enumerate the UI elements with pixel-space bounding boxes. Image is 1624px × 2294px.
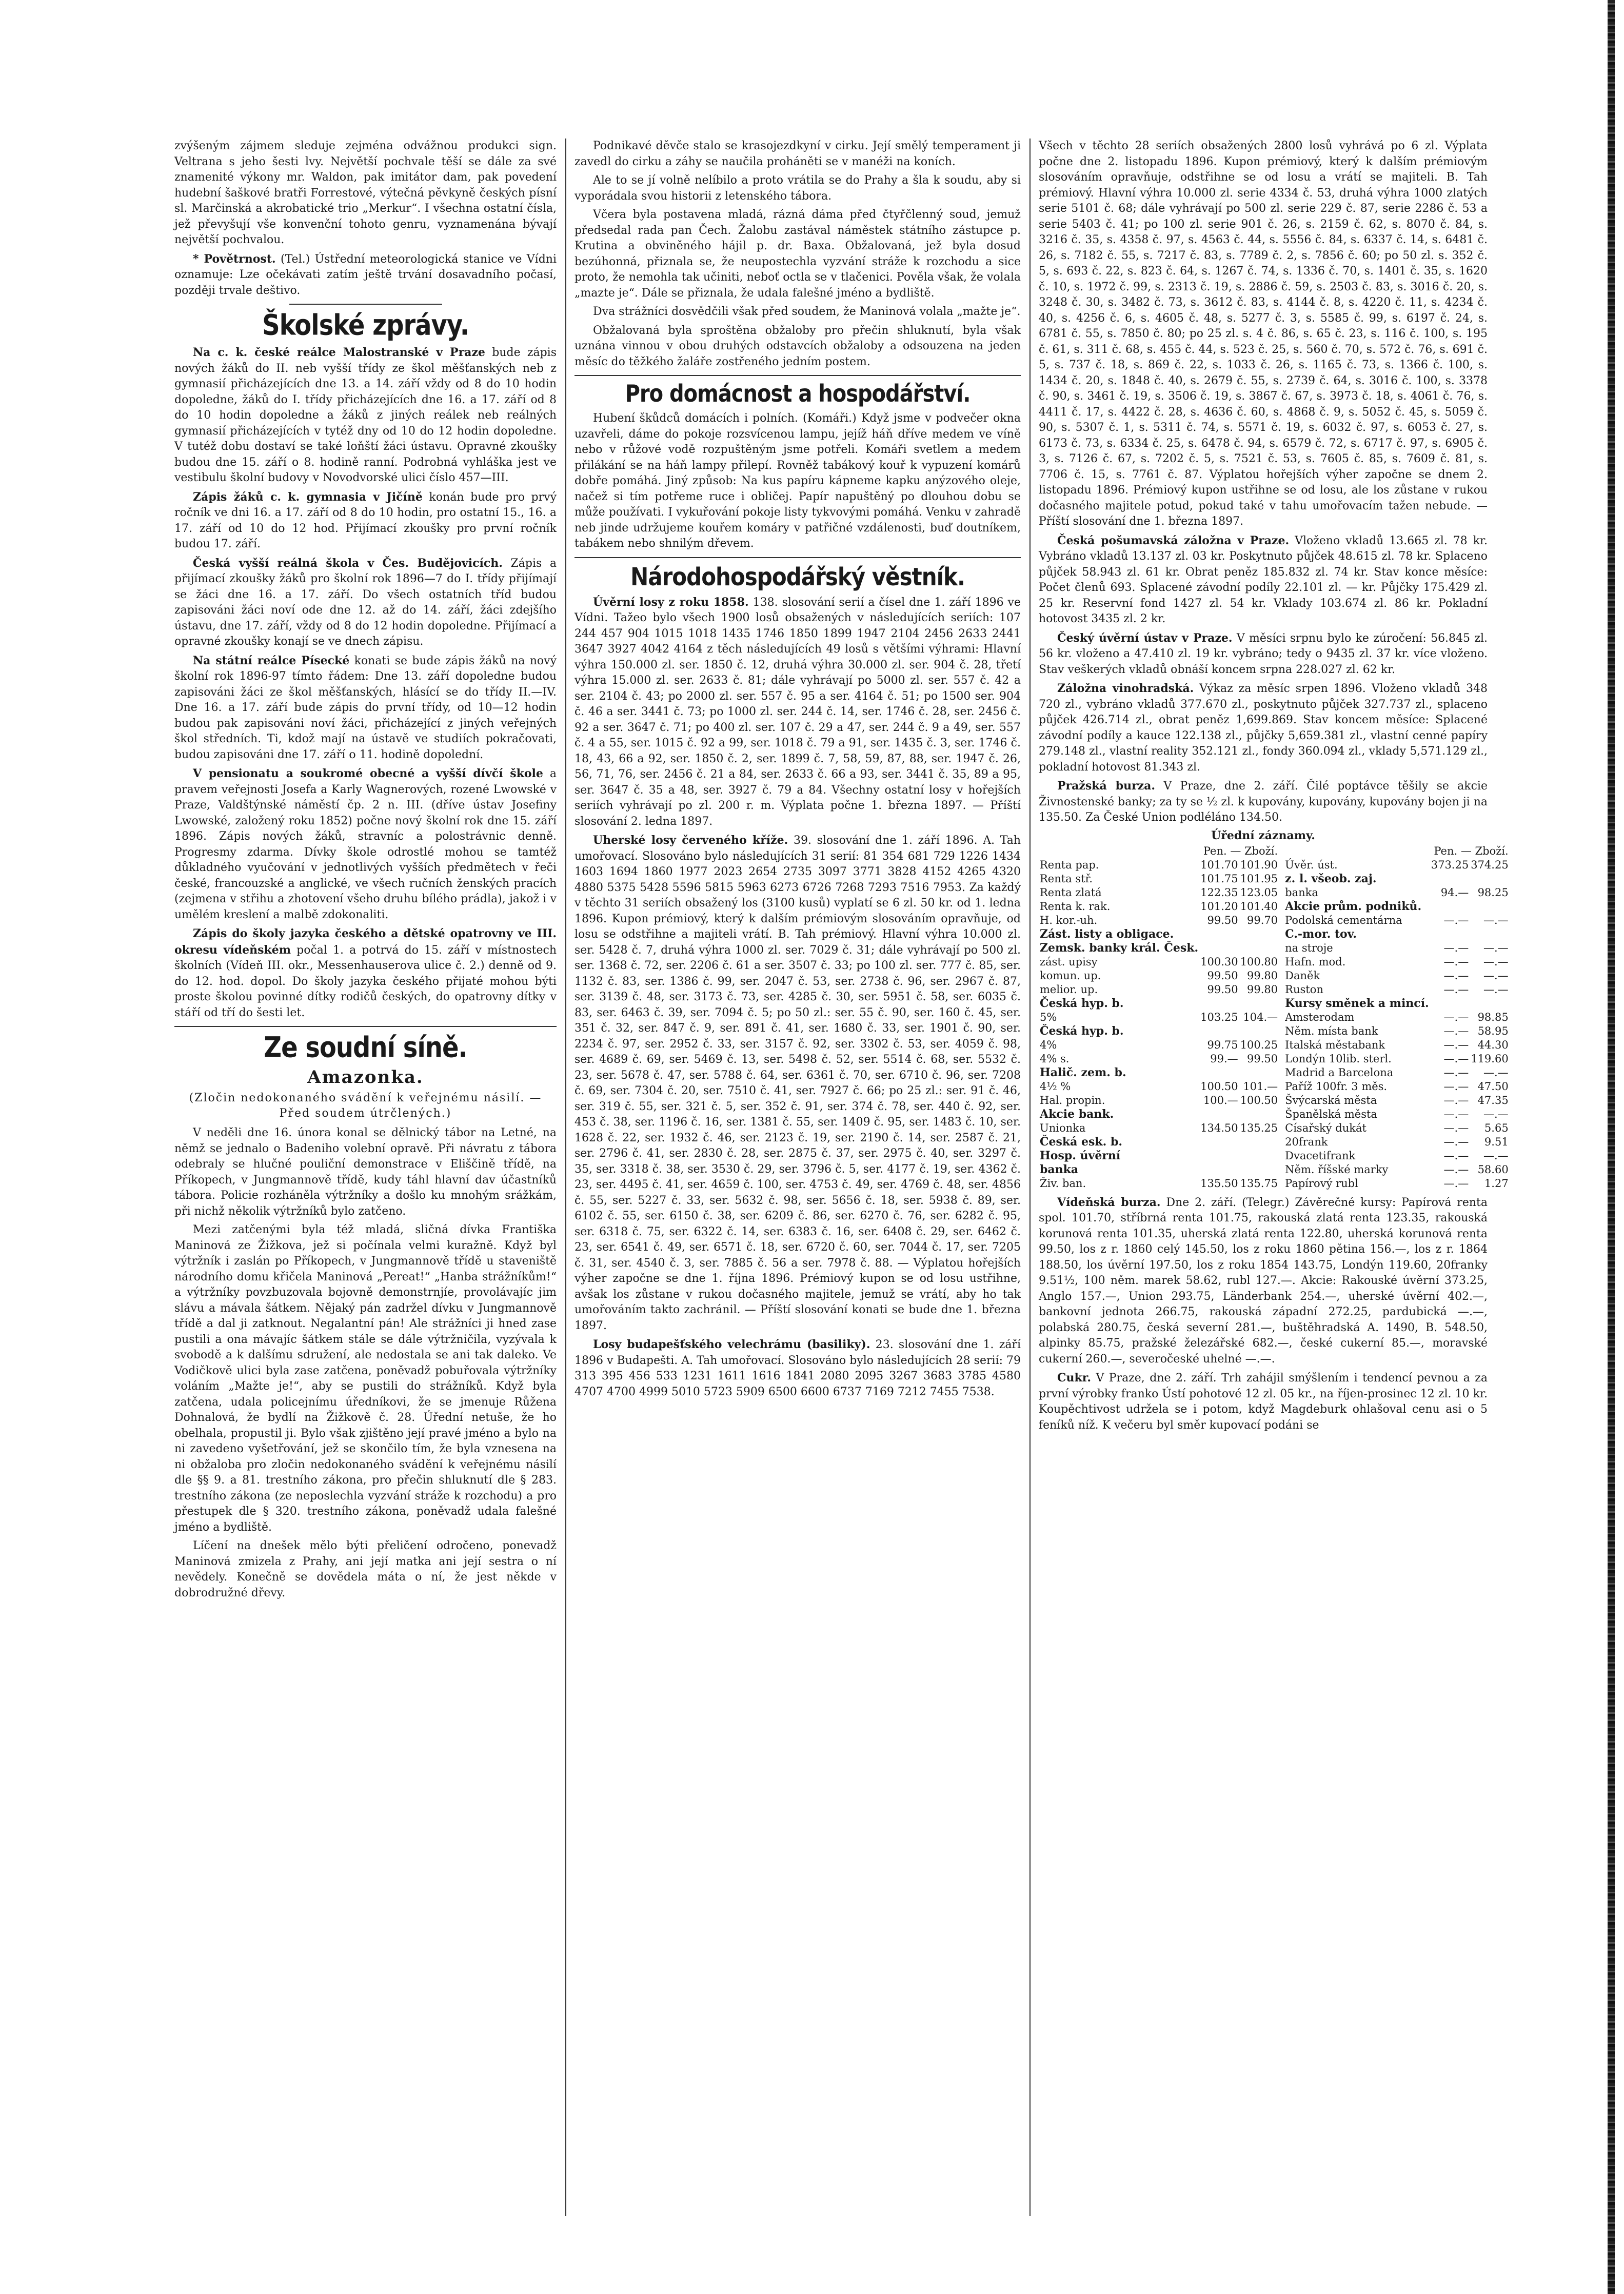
row-value: [1199, 1108, 1239, 1121]
table-row: [1039, 914, 1279, 927]
column-1: [174, 139, 557, 2216]
table-row: [1039, 955, 1279, 969]
row-label: C.-mor. tov.: [1285, 927, 1357, 941]
table-row: [1284, 1177, 1510, 1191]
body: 138. slosování serií a čísel dne 1. září 1896 ve Vídni. Tažeo bylo všech 1900 losů obsažených v následujících seriích: 107 244 457 904 1015 1018 1435 1746 1850 1899 1947 2104 2456 2633 2441 3647 3927 4042 4164 z těch následujících 49 losů s většími výhrami: Hlavní výhra 150.000 zl. ser. 1850 č. 12, druhá výhra 30.000 zl. ser. 904 č. 28, třetí výhra 15.000 zl. ser. 2633 č. 81; dále vyhrávají po 5000 zl. ser. 557 č. 42 a ser. 2104 č. 43; po 2000 zl. ser. 557 č. 95 a ser. 4164 č. 51; po 1500 ser. 904 č. 46 a ser. 3441 č. 73; po 1000 zl. ser. 244 č. 14, ser. 1746 č. 28, ser. 2456 č. 92 a ser. 3647 č. 71; po 400 zl. ser. 107 č. 29 a 47, ser. 244 č. 9 a 49, ser. 557 č. 4 a 55, ser. 1015 č. 92 a 99, ser. 1018 č. 79 a 91, ser. 1435 č. 3, ser. 1746 č. 18, 43, 66 a 92, ser. 1850 č. 2, ser. 1899 č. 7, 58, 59, 87, 88, ser. 1947 č. 26, 56, 71, 76, ser. 2456 č. 21 a 84, ser. 2633 č. 66 a 93, ser. 3441 č. 35, 89 a 95, ser. 3647 č. 35 a 48, ser. 3927 č. 79 a 84. Všechny ostatní losy v hořejších seriích vyhrávají po zl. 200 r. m. Výplata počne 1. března 1897. — Příští slosování 2. ledna 1897.: [575, 596, 1021, 828]
row-value: —.—: [1483, 1066, 1509, 1079]
row-value: 1.27: [1484, 1177, 1509, 1190]
row-value: —.—: [1443, 1094, 1469, 1106]
table-row: [1039, 997, 1279, 1011]
lead: Záložna vinohradská.: [1057, 682, 1194, 695]
paragraph: [1039, 1370, 1488, 1433]
row-label: Renta stř.: [1040, 872, 1093, 885]
table-row: [1284, 886, 1510, 900]
row-value: [1470, 927, 1509, 941]
paragraph: Podnikavé děvče stalo se krasojezdkyní v cirku. Její smělý temperament ji zavedl do cirku a záhy se naučila proháněti se v manéži na koních.: [575, 140, 1021, 168]
row-value: 94.—: [1440, 886, 1469, 899]
row-label: Španělská města: [1285, 1108, 1377, 1120]
lead: Na státní reálce Písecké: [193, 654, 350, 667]
row-label: Londýn 10lib. sterl.: [1285, 1052, 1392, 1065]
paragraph: [174, 556, 557, 650]
row-value: [1430, 997, 1470, 1011]
row-value: —.—: [1483, 1108, 1509, 1120]
paragraph: Hubení škůdců domácích i polních. (Komáři.) Když jsme v podvečer okna uzavřeli, dáme do pokoje rozsvícenou lampu, jejíž háň dříve medem ve víně nebo v růžové vodě rozpuštěným jsme potřeli. Komáři svetlem a medem přilákání se na háň lampy přilepí. Rovněž tabákový kouř k vypuzení komárů dobře pomáhá. Jiný způsob: Na kus papíru kápneme kapku anýzového oleje, načež si tím potřeme ruce i obličej. Papír napuštěný po dlouhou dobu se může používati. I vykuřování pokoje listy tykvovými pomáhá. Venku v zahradě neb jinde udržujeme kouřem komáry v patřičné vzdálenosti, buď doutníkem, tabákem nebo shnilým dřevem.: [575, 412, 1021, 550]
divider: [289, 304, 442, 305]
row-value: —.—: [1483, 983, 1509, 996]
row-value: [1239, 941, 1279, 955]
body: konán bude pro prvý ročník ve dni 16. a 17. září od 8 do 10 hodin, pro ostatní 15., 16. a 17. září od 10 do 12 hod. Přijímací zkoušky pro první ročník budou 17. září.: [174, 490, 557, 550]
lead: Cukr.: [1057, 1371, 1091, 1385]
table-row: [1284, 1108, 1510, 1121]
row-label: Císařský dukát: [1285, 1121, 1366, 1134]
row-value: 103.25: [1200, 1011, 1238, 1023]
row-value: 101.90: [1240, 858, 1278, 871]
row-value: 374.25: [1471, 858, 1509, 871]
body: a pravem veřejnosti Josefa a Karly Wagnerových, rozené Lwowské v Praze, Valdštýnské náměstí čp. 2 n. III. (dříve ústav Josefiny Lwowské, založený roku 1852) počne nový školní rok dne 15. září 1896. Zápis nových žáků, stravníc a polostrávnic denně. Progresmy zdarma. Dívky škole odrostlé mohou se tamtéž důkladného vyučování v jednotlivých vyšších předmětech v řeči české, francouzské a anglické, ve všech ručních ženských pracích (zejmena v střihu a zhotovení všeho druhu bílého prádla), jakož i v umělém kreslení a malbě zdokonaliti.: [174, 767, 557, 921]
column-rule: [565, 139, 566, 2216]
table-row: [1039, 872, 1279, 886]
paragraph: Líčení na dnešek mělo býti přeličení odročeno, ponevadž Maninová zmizela z Prahy, ani její matka ani její sestra o ní nevědely. Konečně se dovědela máta o ní, že jest někde v dobrodružné dřevy.: [174, 1539, 557, 1599]
table-header: Pen. — Zboží.: [1434, 844, 1509, 857]
row-value: 47.35: [1477, 1094, 1509, 1106]
lead: Na c. k. české reálce Malostranské v Praze: [193, 346, 485, 359]
table-row: [1039, 927, 1279, 941]
row-value: 135.50: [1200, 1177, 1238, 1190]
row-value: —.—: [1443, 1108, 1469, 1120]
paragraph: [1039, 681, 1488, 775]
row-value: 100.—: [1203, 1094, 1238, 1106]
paragraph: Dva strážníci dosvědčili však před soudem, že Maninová volala „mažte je“.: [593, 305, 1021, 318]
row-value: 99.80: [1247, 969, 1278, 982]
row-value: [1239, 1108, 1279, 1121]
paragraph: Ale to se jí volně nelíbilo a proto vrátila se do Prahy a šla k soudu, aby si vyporádala svou historii z letenského tábora.: [575, 174, 1021, 203]
section-heading: Školské zprávy.: [262, 308, 469, 342]
row-value: 58.60: [1477, 1163, 1509, 1176]
paragraph: [575, 595, 1021, 830]
column-2: [575, 139, 1021, 2216]
row-label: 4% s.: [1040, 1052, 1070, 1065]
body: V měsíci srpnu bylo ke zúročení: 56.845 zl. 56 kr. vloženo a 47.410 zl. 19 kr. vybráno; tedy o 9435 zl. 37 kr. více vloženo. Stav veškerých vkladů obnáší koncem srpna 228.027 zl. 62 kr.: [1039, 631, 1488, 676]
row-label: Něm. místa bank: [1285, 1024, 1378, 1037]
row-label: Zemsk. banky král. Česk.: [1040, 941, 1199, 955]
divider: [575, 375, 1021, 376]
row-value: [1239, 997, 1279, 1011]
row-value: 98.25: [1477, 886, 1509, 899]
table-row: [1284, 1066, 1510, 1080]
section-heading: Pro domácnost a hospodářství.: [625, 380, 971, 408]
row-label: Akcie prům. podniků.: [1285, 899, 1422, 913]
row-value: 134.50: [1200, 1121, 1238, 1134]
row-label: banka: [1285, 886, 1318, 899]
paragraph: Včera byla postavena mladá, rázná dáma před čtyřčlenný soud, jemuž předsedal rada pan Čech. Žalobu zastával náměstek státního zástupce p. Krutina a obviněného hájil p. dr. Baxa. Obžalovaná, jež byla dosud bezúhonná, přiznala se, že neupostechla vyzvání stráže k rozchodu a sice proto, že nemohla tak učiniti, neboť octla se v tlačenici. Pověla však, že volala „mazte je“. Dále se přiznala, že udala falešné jméno a bydliště.: [575, 208, 1021, 300]
body: 39. slosování dne 1. září 1896. A. Tah umořovací. Slosováno bylo následujících 31 serií: 81 354 681 729 1226 1434 1603 1694 1860 1977 2023 2654 2735 3097 3771 3828 4152 4265 4320 4880 5375 5428 5596 5815 5963 6273 6726 7268 7293 7516 7953. Za každý v těchto 31 seriích obsažený los (3100 kusů) vyplatí se 6 zl. 50 kr. od 1. ledna 1896. Kupon prémiový, který k dalším prémiovým slosováním opravňuje, od losu se odstřihne a majiteli vrátí. B. Tah prémiový. Hlavní výhra 10.000 zl. ser. 5428 č. 7, druhá výhra 1000 zl. ser. 7029 č. 31; dále vyhrávají po 500 zl. ser. 1368 č. 72, ser. 2206 č. 61 a ser. 3507 č. 33; po 100 zl. ser. 777 č. 85, ser. 1132 č. 83, ser. 1386 č. 99, ser. 2047 č. 53, ser. 2738 č. 96, ser. 2967 č. 87, ser. 3139 č. 48, ser. 3173 č. 73, ser. 4285 č. 30, ser. 5951 č. 58, ser. 6035 č. 83, ser. 6463 č. 39, ser. 7094 č. 5; po 50 zl.: ser. 55 č. 90, ser. 160 č. 45, ser. 351 č. 32, ser. 847 č. 9, ser. 891 č. 41, ser. 1680 č. 33, ser. 1901 č. 90, ser. 2234 č. 97, ser. 2952 č. 33, ser. 3157 č. 92, ser. 3302 č. 53, ser. 4059 č. 98, ser. 4689 č. 69, ser. 5469 č. 13, ser. 5498 č. 52, ser. 5514 č. 68, ser. 5532 č. 23, ser. 5678 č. 47, ser. 5788 č. 64, ser. 6361 č. 70, ser. 6710 č. 96, ser. 7208 č. 69, ser. 7304 č. 20, ser. 7510 č. 41, ser. 7927 č. 66; po 25 zl.: ser. 91 č. 46, ser. 319 č. 55, ser. 321 č. 5, ser. 352 č. 91, ser. 374 č. 78, ser. 440 č. 92, ser. 453 č. 38, ser. 1196 č. 16, ser. 1381 č. 55, ser. 1409 č. 95, ser. 1483 č. 10, ser. 1628 č. 22, ser. 1932 č. 46, ser. 2123 č. 19, ser. 2190 č. 14, ser. 2587 č. 21, ser. 2796 č. 41, ser. 2830 č. 28, ser. 2875 č. 37, ser. 2975 č. 40, ser. 3297 č. 35, ser. 3318 č. 38, ser. 3530 č. 29, ser. 3796 č. 5, ser. 4177 č. 19, ser. 4362 č. 23, ser. 4495 č. 41, ser. 4659 č. 100, ser. 4753 č. 49, ser. 4769 č. 48, ser. 4856 č. 55, ser. 5227 č. 33, ser. 5632 č. 98, ser. 5656 č. 18, ser. 5938 č. 89, ser. 6102 č. 55, ser. 6150 č. 38, ser. 6209 č. 86, ser. 6270 č. 76, ser. 6282 č. 95, ser. 6318 č. 75, ser. 6322 č. 14, ser. 6383 č. 16, ser. 6408 č. 29, ser. 6462 č. 23, ser. 6541 č. 49, ser. 6571 č. 18, ser. 6720 č. 60, ser. 7044 č. 17, ser. 7205 č. 31, ser. 4540 č. 3, ser. 7885 č. 56 a ser. 7978 č. 88. — Výplatou hořejších výher započne se dne 1. října 1896. Prémiový kupon se od losu ustřihne, avšak los zůstane v rukou dočasného majitele, jemuž se vrátí, aby ho tak umořováním takto zachránil. — Příští slosování konati se bude dne 1. března 1897.: [575, 834, 1021, 1332]
table-row: [1039, 1177, 1279, 1191]
paragraph: [1039, 1195, 1488, 1368]
row-value: [1199, 1024, 1239, 1038]
table-row: [1039, 983, 1279, 997]
row-value: [1430, 872, 1470, 886]
row-value: [1199, 941, 1239, 955]
row-label: Renta k. rak.: [1040, 900, 1111, 913]
row-label: Česká hyp. b.: [1040, 996, 1124, 1010]
row-label: Kursy směnek a mincí.: [1285, 996, 1429, 1010]
table-row: [1039, 941, 1279, 955]
row-value: —.—: [1443, 983, 1469, 996]
table-row: [1284, 1080, 1510, 1094]
body: Zápis a přijímací zkoušky žáků pro školní rok 1896—7 do I. třídy přijímají se žáci dne 16. a 17. září. Do všech ostatních tříd budou zapisováni žáci noví ode dne 12. až do 14. září, žáci zdejšího ústavu, dne 17. září, vždy od 8 do 12 hodin dopoledne. Přijímací a opravné zkoušky konají se ve dnech zápisu.: [174, 557, 557, 648]
table-row: [1284, 1135, 1510, 1149]
row-value: —.—: [1483, 1149, 1509, 1162]
row-value: —.—: [1443, 1066, 1469, 1079]
row-value: —.—: [1443, 1121, 1469, 1134]
row-label: Renta pap.: [1040, 858, 1099, 871]
row-value: 123.05: [1240, 886, 1278, 899]
row-label: zást. upisy: [1040, 955, 1098, 968]
row-label: na stroje: [1285, 941, 1333, 954]
row-value: 99.80: [1247, 983, 1278, 996]
row-label: Akcie bank.: [1040, 1107, 1114, 1121]
row-value: [1199, 1163, 1239, 1177]
table-row: [1039, 969, 1279, 983]
row-label: Dvacetifrank: [1285, 1149, 1356, 1162]
row-label: Něm. říšské marky: [1285, 1163, 1389, 1176]
paragraph: [1039, 533, 1488, 627]
row-value: —.—: [1443, 1038, 1469, 1051]
row-label: Zást. listy a obligace.: [1040, 927, 1174, 941]
row-label: H. kor.-uh.: [1040, 914, 1098, 926]
row-value: —.—: [1483, 955, 1509, 968]
table-row: [1284, 872, 1510, 886]
lead: * Povětrnost.: [193, 252, 276, 266]
row-value: —.—: [1443, 1024, 1469, 1037]
body: konati se bude zápis žáků na nový školní rok 1896-97 tímto řádem: Dne 13. září dopoledne budou zapisováni žáci ze škol měšťanských, hlásící se do třídy II.—IV. Dne 16. a 17. září bude zápis do první třídy, od 10—12 hodin budou pak zapisováni noví žáci, přicházející z jiných veřejných škol středních. Ti, kdož mají na ústavě ve studiích pokračovati, budou zapisováni dne 17. září o 11. hodině dopolední.: [174, 654, 557, 761]
row-value: —.—: [1443, 1080, 1469, 1093]
row-value: 101.95: [1240, 872, 1278, 885]
row-label: 5%: [1040, 1011, 1057, 1023]
row-value: 101.75: [1200, 872, 1238, 885]
row-value: 100.50: [1200, 1080, 1238, 1093]
row-value: [1430, 900, 1470, 914]
row-value: 373.25: [1431, 858, 1469, 871]
table-row: [1039, 1135, 1279, 1149]
row-value: —.—: [1483, 941, 1509, 954]
table-row: [1284, 983, 1510, 997]
paragraph: [575, 833, 1021, 1334]
row-value: 100.50: [1240, 1094, 1278, 1106]
row-value: [1470, 900, 1509, 914]
row-value: 99.50: [1207, 969, 1238, 982]
scan-edge: [1608, 0, 1615, 2294]
table-row: [1284, 1024, 1510, 1038]
table-row: [1284, 1149, 1510, 1163]
table-row: [1039, 1038, 1279, 1052]
row-value: 5.65: [1484, 1121, 1509, 1134]
row-label: melior. up.: [1040, 983, 1098, 996]
row-label: Česká esk. b.: [1040, 1135, 1123, 1149]
row-label: Amsterodam: [1285, 1011, 1355, 1023]
table-title: Úřední záznamy.: [1211, 828, 1315, 842]
table-header: Pen. — Zboží.: [1203, 844, 1278, 857]
row-label: Halič. zem. b.: [1040, 1065, 1126, 1079]
row-label: 20frank: [1285, 1135, 1328, 1148]
paragraph: zvýšeným zájmem sleduje zejména odvážnou produkci sign. Veltrana s jeho šesti lvy. Největší pochvale těší se dále za své znamenité výkony mr. Waldon, pak imitátor dam, pak povedení hudební šaškové bratři Forrestové, výtečná pěvkyně českých písní sl. Marčinská a akrobatické trio „Merkur“. I všechna ostatní čísla, jež převyšují vše konvenční tohoto genru, vyznamenána bývají největší pochvalou.: [174, 140, 557, 246]
row-value: 98.85: [1477, 1011, 1509, 1023]
paragraph: [174, 926, 557, 1021]
section-heading: Ze soudní síně.: [264, 1031, 467, 1064]
paragraph: [174, 489, 557, 552]
article-title: Amazonka.: [307, 1067, 424, 1087]
row-value: 100.80: [1240, 955, 1278, 968]
row-value: 104.—: [1243, 1011, 1278, 1023]
row-value: 101.20: [1200, 900, 1238, 913]
lead: V pensionatu a soukromé obecné a vyšší dívčí škole: [193, 767, 543, 780]
row-label: 4½ %: [1040, 1080, 1071, 1093]
row-value: [1199, 997, 1239, 1011]
body: V Praze, dne 2. září. Trh zahájil smýšlením i tendencí pevnou a za první výrobky franko Ústí pohotové 12 zl. 05 kr., na říjen-prosinec 12 zl. 10 kr. Koupěchtivost udržela se i potom, když Magdeburk ohlašoval cenu asi o 5 feníků níž. K večeru byl směr kupovací podáni se: [1039, 1372, 1488, 1432]
lead: Česká vyšší reálná škola v Čes. Budějovicích.: [193, 556, 503, 570]
table-row: [1284, 1052, 1510, 1066]
row-value: 100.30: [1200, 955, 1238, 968]
table-row: [1039, 1011, 1279, 1024]
row-label: Paříž 100fr. 3 měs.: [1285, 1080, 1388, 1093]
row-value: 99.50: [1247, 1052, 1278, 1065]
column-rule: [1029, 139, 1031, 2216]
body: Výkaz za měsíc srpen 1896. Vloženo vkladů 348 720 zl., vybráno vkladů 377.670 zl., poskytnuto půjček 327.737 zl., splaceno půjček 426.714 zl., obrat peněz 1,699.869. Stav koncem měsíce: Splacené závodní podíly a kauce 122.138 zl., půjčky 5,659.381 zl., vlastní cenné papíry 279.148 zl., vlastní reality 352.121 zl., fondy 360.094 zl., vklady 5,571.129 zl., pokladní hotovost 81.343 zl.: [1039, 682, 1488, 774]
row-value: 101.—: [1243, 1080, 1278, 1093]
row-label: Italská městabank: [1285, 1038, 1385, 1051]
row-value: —.—: [1443, 941, 1469, 954]
quotes-table-left: [1039, 844, 1279, 1191]
table-row: [1284, 941, 1510, 955]
body: Vloženo vkladů 13.665 zl. 78 kr. Vybráno vkladů 13.137 zl. 03 kr. Poskytnuto půjček 48.615 zl. 78 kr. Splaceno půjček 58.943 zl. 61 kr. Obrat peněz 185.832 zl. 74 kr. Stav konce měsíce: Počet členů 693. Splacené závodní podíly 22.101 zl. — kr. Půjčky 175.429 zl. 25 kr. Reservní fond 1427 zl. 54 kr. Vklady 103.674 zl. 86 kr. Pokladní hotovost 3435 zl. 2 kr.: [1039, 534, 1488, 625]
table-row: [1039, 858, 1279, 872]
row-value: 99.50: [1207, 914, 1238, 926]
paragraph: [174, 653, 557, 763]
body: počal 1. a potrvá do 15. září v místnostech školních (Vídeň III. okr., Messenhauserova ulice č. 2.) denně od 9. do 12. hod. dopol. Do školy jazyka českého přijaté mohou býti proste školou povinné dítky rodičů českých, do opatrovny dítky v stáří od tří do šesti let.: [174, 943, 557, 1019]
paragraph: Všech v těchto 28 seriích obsažených 2800 losů vyhrává po 6 zl. Výplata počne dne 2. listopadu 1896. Kupon prémiový, který k dalším prémiovým slosováním opravňuje, odstřihne se od losu a vrátí se majiteli. B. Tah prémiový. Hlavní výhra 10.000 zl. serie 4334 č. 53, druhá výhra 1000 zlatých serie 5101 č. 68; dále vyhrávají po 500 zl. serie 229 č. 87, serie 2286 č. 53 a serie 5403 č. 41; po 100 zl. serie 901 č. 26, s. 2159 č. 62, s. 8070 č. 84, s. 3216 č. 35, s. 4358 č. 97, s. 4563 č. 44, s. 5556 č. 84, s. 6337 č. 14, s. 6481 č. 26, s. 7182 č. 55, s. 7217 č. 83, s. 7789 č. 2, s. 7856 č. 60; po 50 zl. s. 352 č. 5, s. 693 č. 22, s. 823 č. 64, s. 1267 č. 74, s. 1336 č. 70, s. 1401 č. 35, s. 1620 č. 10, s. 1972 č. 99, s. 2313 č. 19, s. 2886 č. 59, s. 2503 č. 83, s. 3016 č. 20, s. 3248 č. 30, s. 3482 č. 73, s. 3612 č. 83, s. 4144 č. 8, s. 4220 č. 11, s. 4234 č. 40, s. 4256 č. 6, s. 4605 č. 48, s. 5277 č. 3, s. 5585 č. 99, s. 6197 č. 24, s. 6781 č. 55, s. 7850 č. 80; po 25 zl. s. 4 č. 86, s. 65 č. 23, s. 116 č. 100, s. 195 č. 61, s. 311 č. 68, s. 455 č. 44, s. 523 č. 25, s. 560 č. 70, s. 572 č. 76, s. 691 č. 5, s. 737 č. 18, s. 869 č. 22, s. 1033 č. 26, s. 1165 č. 73, s. 1366 č. 100, s. 1434 č. 20, s. 1848 č. 40, s. 2679 č. 55, s. 2739 č. 64, s. 3016 č. 100, s. 3378 č. 90, s. 3461 č. 19, s. 3506 č. 19, s. 3867 č. 67, s. 3973 č. 18, s. 4061 č. 76, s. 4411 č. 17, s. 4422 č. 28, s. 4636 č. 60, s. 4868 č. 9, s. 5052 č. 45, s. 5059 č. 90, s. 5307 č. 1, s. 5311 č. 74, s. 5571 č. 19, s. 6032 č. 97, s. 6053 č. 27, s. 6173 č. 73, s. 6334 č. 25, s. 6478 č. 94, s. 6579 č. 72, s. 6717 č. 97, s. 6905 č. 3, s. 7126 č. 67, s. 7202 č. 5, s. 7521 č. 53, s. 7605 č. 85, s. 7609 č. 81, s. 7706 č. 15, s. 7761 č. 87. Výplatou hořejších výher započne se dnem 2. listopadu 1896. Prémiový kupon ustřihne se od losu, ale los zůstane v rukou dočasného majitele potud, pokud také v tahu umořovacím tažen nebude. — Příští slosování dne 1. března 1897.: [1039, 140, 1488, 528]
paragraph: Mezi zatčenými byla též mladá, sličná dívka Františka Maninová ze Žižkova, jež si počínala velmi kuražně. Když byl výtržník i zaslán po Příkopech, v Jungmannově třídě u staveniště národního domu křičela Maninová „Pereat!“ „Hanba strážníkům!“ a výtržníky povzbuzovala bojovně demonstrnjíe, provolávajíc jim slávu a mávala šátkem. Nějaký pán zadržel dívku v Jungmannově třídě a dal ji zatknout. Negalantní pán! Ale strážníci ji hned zase pustili a ona mávajíc šátkem stále se dále výtržničila, vyzývala k svobodě a k dalšímu sdružení, ale nedostala se ani tak daleko. Ve Vodičkově ulici byla zase zatčena, poněvadž pobuřovala výtržníky voláním „Mažte je!“, aby se pustili do strážníků. Když byla zatčena, udala policejnímu úředníkovi, že se jmenuje Růžena Dohnalová, že bydlí na Žižkově č. 28. Úřední netuše, že ho obelhala, propustil ji. Bylo však zjištěno její pravé jméno a bylo na ni zavedeno vyšetřování, jež se skončilo tím, že byla vznesena na ni obžaloba pro zločin nedokonaného svádění k veřejnému násilí dle §§ 9. a 81. trestního zákona, pro přečin shluknutí dle § 283. trestního zákona (ze neposlechla vyzvání stráže k rozchodu) a pro přestupek dle § 320. trestního zákona, poněvadž udala falešné jméno a bydliště.: [174, 1223, 557, 1534]
row-value: —.—: [1483, 914, 1509, 926]
weather-paragraph: [174, 251, 557, 299]
divider: [174, 1026, 557, 1027]
body: Dne 2. září. (Telegr.) Závěrečné kursy: Papírová renta spol. 101.70, stříbrná renta 101.75, rakouská zlatá renta 123.35, rakouská korunová renta 101.35, uherská zlatá renta 122.80, uherská korunová renta 99.50, los z r. 1860 celý 145.50, los z roku 1860 pětina 156.—, los z r. 1864 188.50, los úvěrní 197.50, los z roku 1854 143.75, Londýn 119.60, 20franky 9.51½, 100 něm. marek 58.62, rubl 127.—. Akcie: Rakouské úvěrní 373.25, Anglo 157.—, Union 293.75, Länderbank 254.—, uherské úvěrní 402.—, bankovní jednota 266.75, rakouská západní 272.25, pardubická —.—, polabská 280.75, česká severní 281.—, buštěhradská A. 1490, B. 548.50, alpinky 85.75, pražské železářské 682.—, české cukerní 85.—, moravské cukerní 260.—, severočeské uhelné —.—.: [1039, 1196, 1488, 1366]
row-label: Unionka: [1040, 1121, 1086, 1134]
row-label: Madrid a Barcelona: [1285, 1066, 1394, 1079]
paragraph: V neděli dne 16. února konal se dělnický tábor na Letné, na němž se jednalo o Badeniho volební opravě. Při návratu z tábora odebraly se hlučné pouliční demonstrace v Eliščině třídě, na Příkopech, v Jungmannově třídě, kudy táhl hlavní dav účastníků tábora. Policie rozháněla výtržníky a došlo ku mnohým srážkám, při nichž několik výtržníků bylo zatčeno.: [174, 1126, 557, 1218]
row-value: —.—: [1443, 969, 1469, 982]
body: bude zápis nových žáků do II. neb vyšší třídy ze škol měšťanských neb z gymnasií přicházejících dne 13. a 14. září vždy od 8 do 10 hodin dopoledne, žáků do I. třídy přicházejících dne 16. a 17. září od 8 do 10 hodin dopoledne a žáků z jiných reálek neb reálných gymnasií přicházejících v tytéž dny od 10 do 12 hodin dopoledne. V tutéž dobu dostaví se také loňští žáci ústavu. Opravné zkoušky budou dne 15. září o 8. hodině ranní. Podrobná vyhláška jest ve vestibulu školní budovy v Novodvorské ulici číslo 457—III.: [174, 346, 557, 484]
row-label: Ruston: [1285, 983, 1323, 996]
row-label: Úvěr. úst.: [1285, 858, 1338, 871]
row-value: [1239, 927, 1279, 941]
lead: Zápis do školy jazyka českého a dětské opatrovny ve III. okresu vídeňském: [174, 927, 557, 957]
row-value: —.—: [1483, 969, 1509, 982]
row-label: Podolská cementárna: [1285, 914, 1402, 926]
table-row: [1039, 1108, 1279, 1121]
table-row: [1284, 997, 1510, 1011]
row-label: Hal. propin.: [1040, 1094, 1105, 1106]
table-row: [1284, 927, 1510, 941]
row-value: 99.75: [1207, 1038, 1238, 1051]
lead: Zápis žáků c. k. gymnasia v Jičíně: [193, 490, 423, 504]
row-value: 58.95: [1477, 1024, 1509, 1037]
table-row: [1039, 1163, 1279, 1177]
paragraph: Obžalovaná byla sproštěna obžaloby pro přečin shluknutí, byla však uznána vinnou v obou druhých odstavcích obžaloby a odsouzena na jeden měsíc do těžkého žaláře zostřeného jedním postem.: [575, 324, 1021, 368]
table-row: [1284, 1011, 1510, 1024]
table-row: [1039, 1052, 1279, 1066]
quotes-table-right: [1284, 844, 1510, 1191]
row-label: Hosp. úvěrní: [1040, 1149, 1121, 1162]
row-value: —.—: [1443, 1052, 1469, 1065]
row-value: 122.35: [1200, 886, 1238, 899]
table-row: [1039, 1024, 1279, 1038]
row-value: [1239, 1149, 1279, 1163]
row-label: komun. up.: [1040, 969, 1101, 982]
row-value: 100.25: [1240, 1038, 1278, 1051]
body: (Tel.) Ústřední meteorologická stanice ve Vídni oznamuje: Lze očekávati zatím ještě trvání dosavadního počasí, později trvale deštivo.: [174, 252, 557, 297]
row-value: [1199, 1149, 1239, 1163]
table-row: [1284, 1038, 1510, 1052]
table-row: [1039, 886, 1279, 900]
row-label: banka: [1040, 1162, 1079, 1176]
row-value: 99.70: [1247, 914, 1278, 926]
row-label: Daněk: [1285, 969, 1320, 982]
row-value: 135.75: [1240, 1177, 1278, 1190]
paragraph: [174, 345, 557, 486]
row-value: —.—: [1443, 1135, 1469, 1148]
paragraph: [575, 1337, 1021, 1400]
row-value: [1470, 997, 1509, 1011]
row-label: Švýcarská města: [1285, 1094, 1377, 1106]
row-value: 119.60: [1471, 1052, 1509, 1065]
row-label: 4%: [1040, 1038, 1057, 1051]
table-row: [1284, 914, 1510, 927]
row-label: Renta zlatá: [1040, 886, 1102, 899]
table-row: [1284, 858, 1510, 872]
article-subtitle: (Zločin nedokonaného svádění k veřejnému násilí. — Před soudem útrčlených.): [189, 1092, 542, 1120]
lead: Úvěrní losy z roku 1858.: [593, 595, 749, 609]
paragraph: [1039, 630, 1488, 678]
table-row: [1039, 1066, 1279, 1080]
row-value: [1239, 1024, 1279, 1038]
table-row: [1039, 1094, 1279, 1108]
divider: [575, 557, 1021, 558]
table-row: [1039, 900, 1279, 914]
quotes-table: [1039, 844, 1509, 1191]
section-heading: Národohospodářský věstník.: [630, 562, 965, 591]
lead: Pražská burza.: [1057, 779, 1156, 793]
row-value: 135.25: [1240, 1121, 1278, 1134]
body: 23. slosování dne 1. září 1896 v Budapešti. A. Tah umořovací. Slosováno bylo následujících 28 serií: 79 313 395 456 533 1231 1611 1616 1841 2080 2095 3267 3683 3785 4580 4707 4700 4999 5010 5723 5909 6500 6600 6737 7169 7212 7455 7538.: [575, 1338, 1021, 1398]
row-label: Živ. ban.: [1040, 1177, 1086, 1190]
row-value: [1239, 1163, 1279, 1177]
row-label: Papírový rubl: [1285, 1177, 1358, 1190]
row-value: [1239, 1135, 1279, 1149]
row-value: 99.—: [1210, 1052, 1238, 1065]
lead: Česká pošumavská záložna v Praze.: [1057, 533, 1290, 547]
row-value: [1199, 1066, 1239, 1080]
row-value: 101.40: [1240, 900, 1278, 913]
row-label: Česká hyp. b.: [1040, 1024, 1124, 1038]
table-row: [1284, 969, 1510, 983]
lead: Vídeňská burza.: [1057, 1195, 1161, 1209]
table-row: [1284, 1121, 1510, 1135]
row-value: 9.51: [1484, 1135, 1509, 1148]
row-value: —.—: [1443, 1011, 1469, 1023]
row-value: —.—: [1443, 914, 1469, 926]
lead: Český úvěrní ústav v Praze.: [1057, 631, 1233, 645]
row-value: [1470, 872, 1509, 886]
newspaper-page: [174, 139, 1509, 2216]
row-label: Hafn. mod.: [1285, 955, 1346, 968]
table-row: [1039, 1080, 1279, 1094]
table-row: [1284, 955, 1510, 969]
row-value: —.—: [1443, 1177, 1469, 1190]
row-value: —.—: [1443, 1149, 1469, 1162]
row-value: 44.30: [1477, 1038, 1509, 1051]
row-value: —.—: [1443, 955, 1469, 968]
row-value: 47.50: [1477, 1080, 1509, 1093]
row-value: [1430, 927, 1470, 941]
row-value: [1199, 927, 1239, 941]
row-value: 99.50: [1207, 983, 1238, 996]
body: V Praze, dne 2. září. Čilé poptávce těšily se akcie Živnostenské banky; za ty se ½ zl. k kupovány, kupovány, kupovány bojen ji na 135.50. Za České Union podléláno 134.50.: [1039, 780, 1488, 824]
table-row: [1284, 900, 1510, 914]
row-value: [1239, 1066, 1279, 1080]
table-row: [1039, 1121, 1279, 1135]
lead: Uherské losy červeného kříže.: [593, 834, 788, 847]
table-row: [1284, 1094, 1510, 1108]
paragraph: [1039, 778, 1488, 826]
lead: Losy budapešťského velechrámu (basiliky).: [593, 1338, 870, 1351]
column-3: [1039, 139, 1509, 2216]
paragraph: [174, 766, 557, 923]
table-row: [1284, 1163, 1510, 1177]
row-label: z. l. všeob. zaj.: [1285, 872, 1377, 885]
row-value: [1199, 1135, 1239, 1149]
table-row: [1039, 1149, 1279, 1163]
row-value: —.—: [1443, 1163, 1469, 1176]
row-value: 101.70: [1200, 858, 1238, 871]
